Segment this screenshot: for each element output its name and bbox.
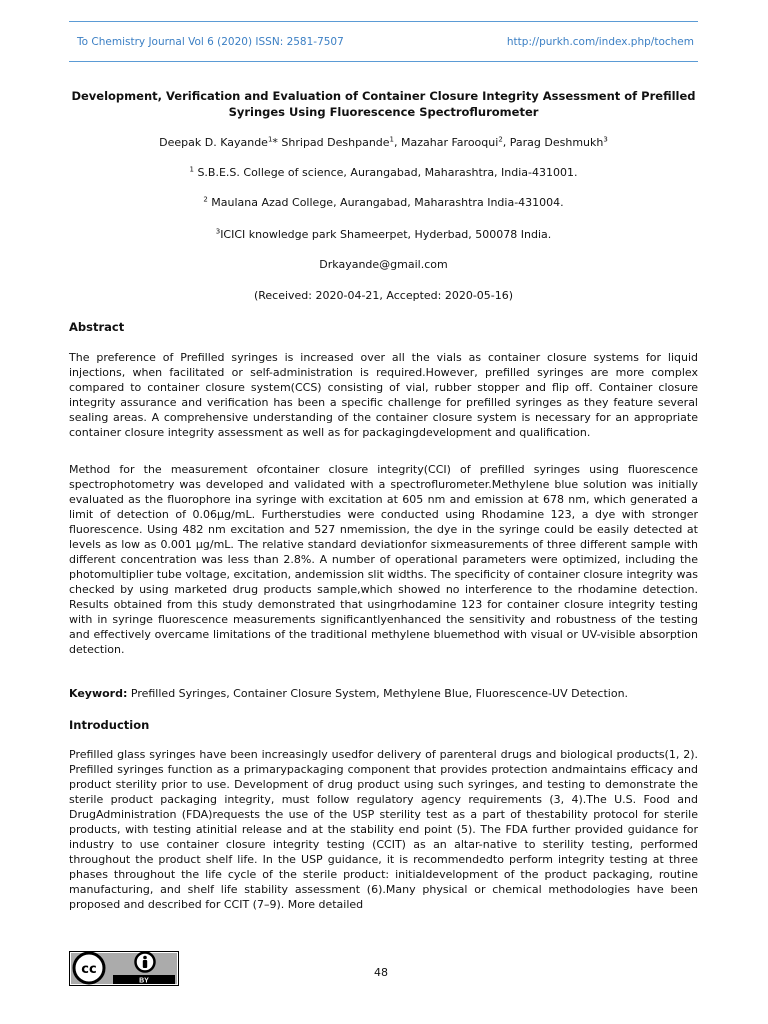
author-affiliation-mark: 1 — [267, 135, 273, 144]
received-accepted-dates: (Received: 2020-04-21, Accepted: 2020-05-16) — [253, 289, 514, 302]
affiliation — [69, 166, 698, 180]
affiliation — [69, 196, 698, 210]
affiliation-mark: 3 — [215, 227, 221, 236]
license-cc-label: cc — [81, 962, 97, 977]
author-name: Parag Deshmukh — [509, 136, 604, 149]
author-list: Deepak D. Kayande$^1$* Shripad Deshpande$^1$, Mazahar Farooqui$^2$, Parag Deshmukh$^3$ — [159, 135, 608, 149]
abstract-paragraph: Method for the measurement ofcontainer closure integrity(CCI) of prefilled syringes using fluorescence spectrophotometry was developed and validated with a spectroflurometer.Methylene blue solution was initially evaluated as the fluorophore ina syringe with excitation at 605 nm and emission at 678 nm, which generated a limit of detection of 0.06µg/mL. Furtherstudies were conducted using Rhodamine 123, a dye with stronger fluorescence. Using 482 nm excitation and 527 nmemission, the dye in the syringe could be easily detected at levels as low as 0.001 µg/mL. The relative standard deviationfor sixmeasurements of three different sample with different concentration was less than 2.8%. A number of operational parameters were optimized, including the photomultiplier tube voltage, excitation, andemission slit widths. The specificity of container closure integrity was checked by using marketed drug products sample,which showed no interference to the rhodamine detection. Results obtained from this study demonstrated that usingrhodamine 123 for container closure integrity testing with in syringe fluorescence measurements significantlyenhanced the sensitivity and robustness of the testing and effectively overcame limitations of the traditional methylene bluemethod with visual or UV-visible absorption detection. — [69, 463, 698, 656]
header-top-rule — [69, 21, 698, 22]
keyword-list: Prefilled Syringes, Container Closure System, Methylene Blue, Fluorescence-UV Detection. — [130, 687, 629, 700]
keyword-label: Keyword: — [69, 687, 128, 700]
affiliation — [69, 228, 698, 242]
corresponding-author-mark: * — [272, 136, 278, 149]
affiliation-mark: 2 — [203, 195, 208, 204]
affiliation-mark: 1 — [189, 165, 194, 174]
author-name: Shripad Deshpande — [281, 136, 390, 149]
author-name: Deepak D. Kayande — [159, 136, 268, 149]
affiliation-text: Maulana Azad College, Aurangabad, Maharashtra India-431004. — [211, 196, 564, 209]
introduction-heading: Introduction — [69, 718, 150, 732]
paper-title: Development, Verification and Evaluation of Container Closure Integrity Assessment of Prefilled Syringes Using Fluorescence Spectroflurometer — [71, 89, 696, 119]
author-affiliation-mark: 3 — [603, 135, 608, 144]
author-affiliation-mark: 2 — [498, 135, 503, 144]
header-bottom-rule — [69, 61, 698, 62]
affiliation-text: ICICI knowledge park Shameerpet, Hyderbad, 500078 India. — [220, 228, 552, 241]
journal-url[interactable]: http://purkh.com/index.php/tochem — [506, 36, 694, 48]
page-number: 48 — [374, 966, 388, 979]
journal-header: To Chemistry Journal Vol 6 (2020) ISSN: 2581-7507 — [77, 36, 344, 48]
author-name: Mazahar Farooqui — [401, 136, 499, 149]
affiliation-text: S.B.E.S. College of science, Aurangabad, Maharashtra, India-431001. — [197, 166, 578, 179]
author-affiliation-mark: 1 — [389, 135, 395, 144]
abstract-paragraph: The preference of Prefilled syringes is increased over all the vials as container closure systems for liquid injections, when facilitated or self-administration is required.However, prefilled syringes are more complex compared to container closure system(CCS) consisting of vial, rubber stopper and flip off. Container closure integrity assurance and verification has been a specific challenge for prefilled syringes as they feature several sealing areas. A comprehensive understanding of the container closure system is necessary for an appropriate container closure integrity assessment as well as for packagingdevelopment and qualification. — [69, 351, 698, 439]
introduction-paragraph: Prefilled glass syringes have been increasingly usedfor delivery of parenteral drugs and biological products(1, 2). Prefilled syringes function as a primarypackaging component that provides protection andmaintains efficacy and product sterility prior to use. Development of drug product using such syringes, and testing to demonstrate the sterile product packaging integrity, must follow regulatory agency requirements (3, 4).The U.S. Food and DrugAdministration (FDA)requests the use of the USP sterility test as a part of thestability protocol for sterile products, with testing atinitial release and at the stability end point (5). The FDA further provided guidance for industry to use container closure integrity testing (CCIT) as an altar-native to sterility testing, performed throughout the product shelf life. In the USP guidance, it is recommendedto perform integrity testing at three phases throughout the life cycle of the sterile product: initialdevelopment of the product packaging, routine manufacturing, and shelf life stability assessment (6).Many physical or chemical methodologies have been proposed and described for CCIT (7–9). More detailed — [69, 748, 698, 911]
keywords-line — [69, 687, 628, 700]
license-by-label: BY — [139, 977, 149, 985]
abstract-heading: Abstract — [69, 320, 125, 334]
author-email[interactable]: Drkayande@gmail.com — [319, 258, 448, 271]
cc-by-license-icon — [69, 951, 179, 986]
